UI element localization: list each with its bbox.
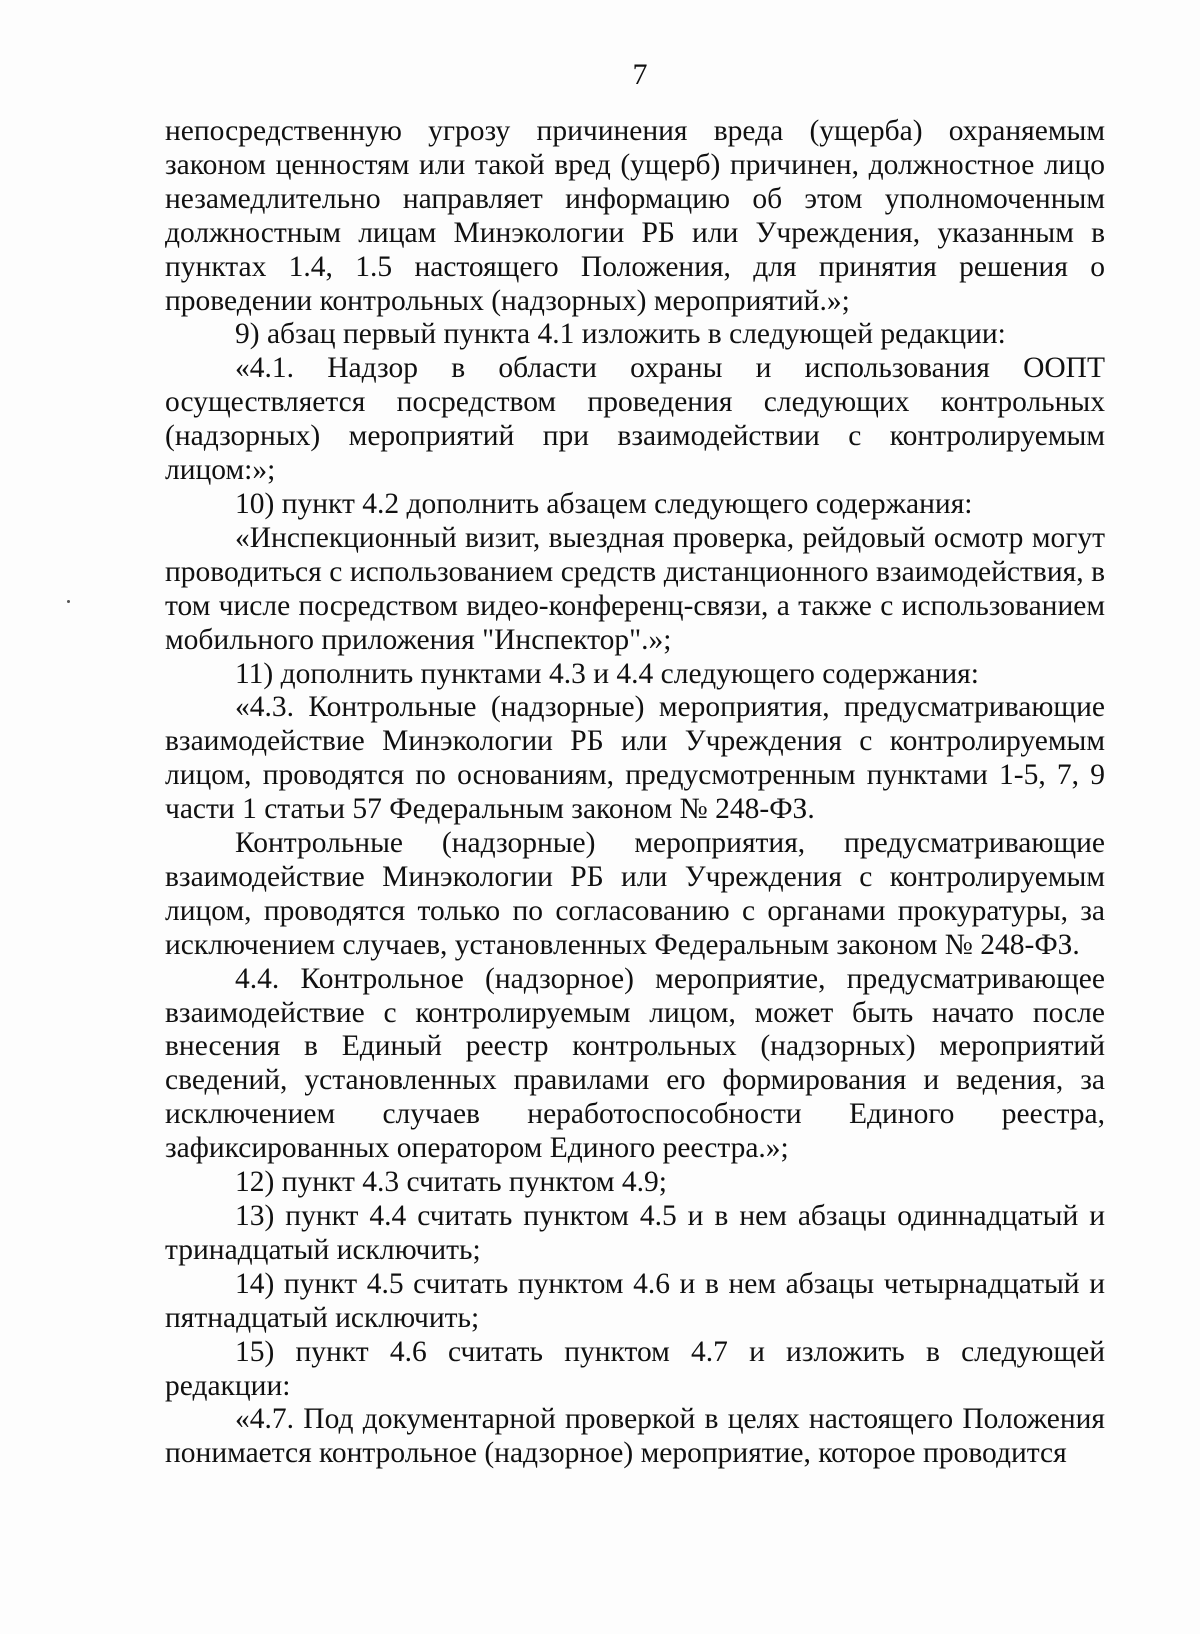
paragraph-item-14: 14) пункт 4.5 считать пунктом 4.6 и в нем абзацы четырнадцатый и пятнадцатый исключить; (165, 1267, 1105, 1334)
document-body (165, 115, 1105, 1471)
paragraph-item-9: 9) абзац первый пункта 4.1 изложить в следующей редакции: (235, 318, 1006, 351)
paragraph-quote-4-4: 4.4. Контрольное (надзорное) мероприятие, предусматривающее взаимодействие с контролируемым лицом, может быть начато после внесения в Единый реестр контрольных (надзорных) мероприятий сведений, установленных правилами его формирования и ведения, за исключением случаев неработоспособности Единого реестра, зафиксированных оператором Единого реестра.»; (165, 962, 1105, 1165)
paragraph-quote-4-7: «4.7. Под документарной проверкой в целях настоящего Положения понимается контрольное (надзорное) мероприятие, которое проводится (165, 1403, 1105, 1470)
paragraph-item-11: 11) дополнить пунктами 4.3 и 4.4 следующего содержания: (235, 657, 979, 690)
paragraph-item-10: 10) пункт 4.2 дополнить абзацем следующего содержания: (235, 487, 973, 520)
paragraph-quote-4-3: «4.3. Контрольные (надзорные) мероприятия, предусматривающие взаимодействие Минэкологии РБ или Учреждения с контролируемым лицом, проводятся по основаниям, предусмотренным пунктами 1-5, 7, 9 части 1 статьи 57 Федеральным законом № 248-ФЗ. (165, 691, 1105, 826)
paragraph-item-15: 15) пункт 4.6 считать пунктом 4.7 и изложить в следующей редакции: (165, 1335, 1105, 1402)
page-number: 7 (632, 58, 648, 91)
paragraph-item-13: 13) пункт 4.4 считать пунктом 4.5 и в нем абзацы одиннадцатый и тринадцатый исключить; (165, 1200, 1105, 1266)
paragraph-continuation: непосредственную угрозу причинения вреда (ущерба) охраняемым законом ценностям или такой вред (ущерб) причинен, должностное лицо незамедлительно направляет информацию об этом уполномоченным должностным лицам Минэкологии РБ или Учреждения, указанным в пунктах 1.4, 1.5 настоящего Положения, для принятия решения о проведении контрольных (надзорных) мероприятий.»; (165, 115, 1105, 317)
paragraph-quote-4-1: «4.1. Надзор в области охраны и использования ООПТ осуществляется посредством проведения следующих контрольных (надзорных) мероприятий при взаимодействии с контролируемым лицом:»; (165, 352, 1105, 487)
paragraph-item-12: 12) пункт 4.3 считать пунктом 4.9; (235, 1166, 667, 1199)
paragraph-prosecution-approval: Контрольные (надзорные) мероприятия, предусматривающие взаимодействие Минэкологии РБ или Учреждения с контролируемым лицом, проводятся только по согласованию с органами прокуратуры, за исключением случаев, установленных Федеральным законом № 248-ФЗ. (165, 827, 1105, 961)
paragraph-quote-inspection: «Инспекционный визит, выездная проверка, рейдовый осмотр могут проводиться с использованием средств дистанционного взаимодействия, в том числе посредством видео-конференц-связи, а также с использованием мобильного приложения "Инспектор".»; (165, 521, 1105, 656)
scan-speck (67, 600, 70, 603)
